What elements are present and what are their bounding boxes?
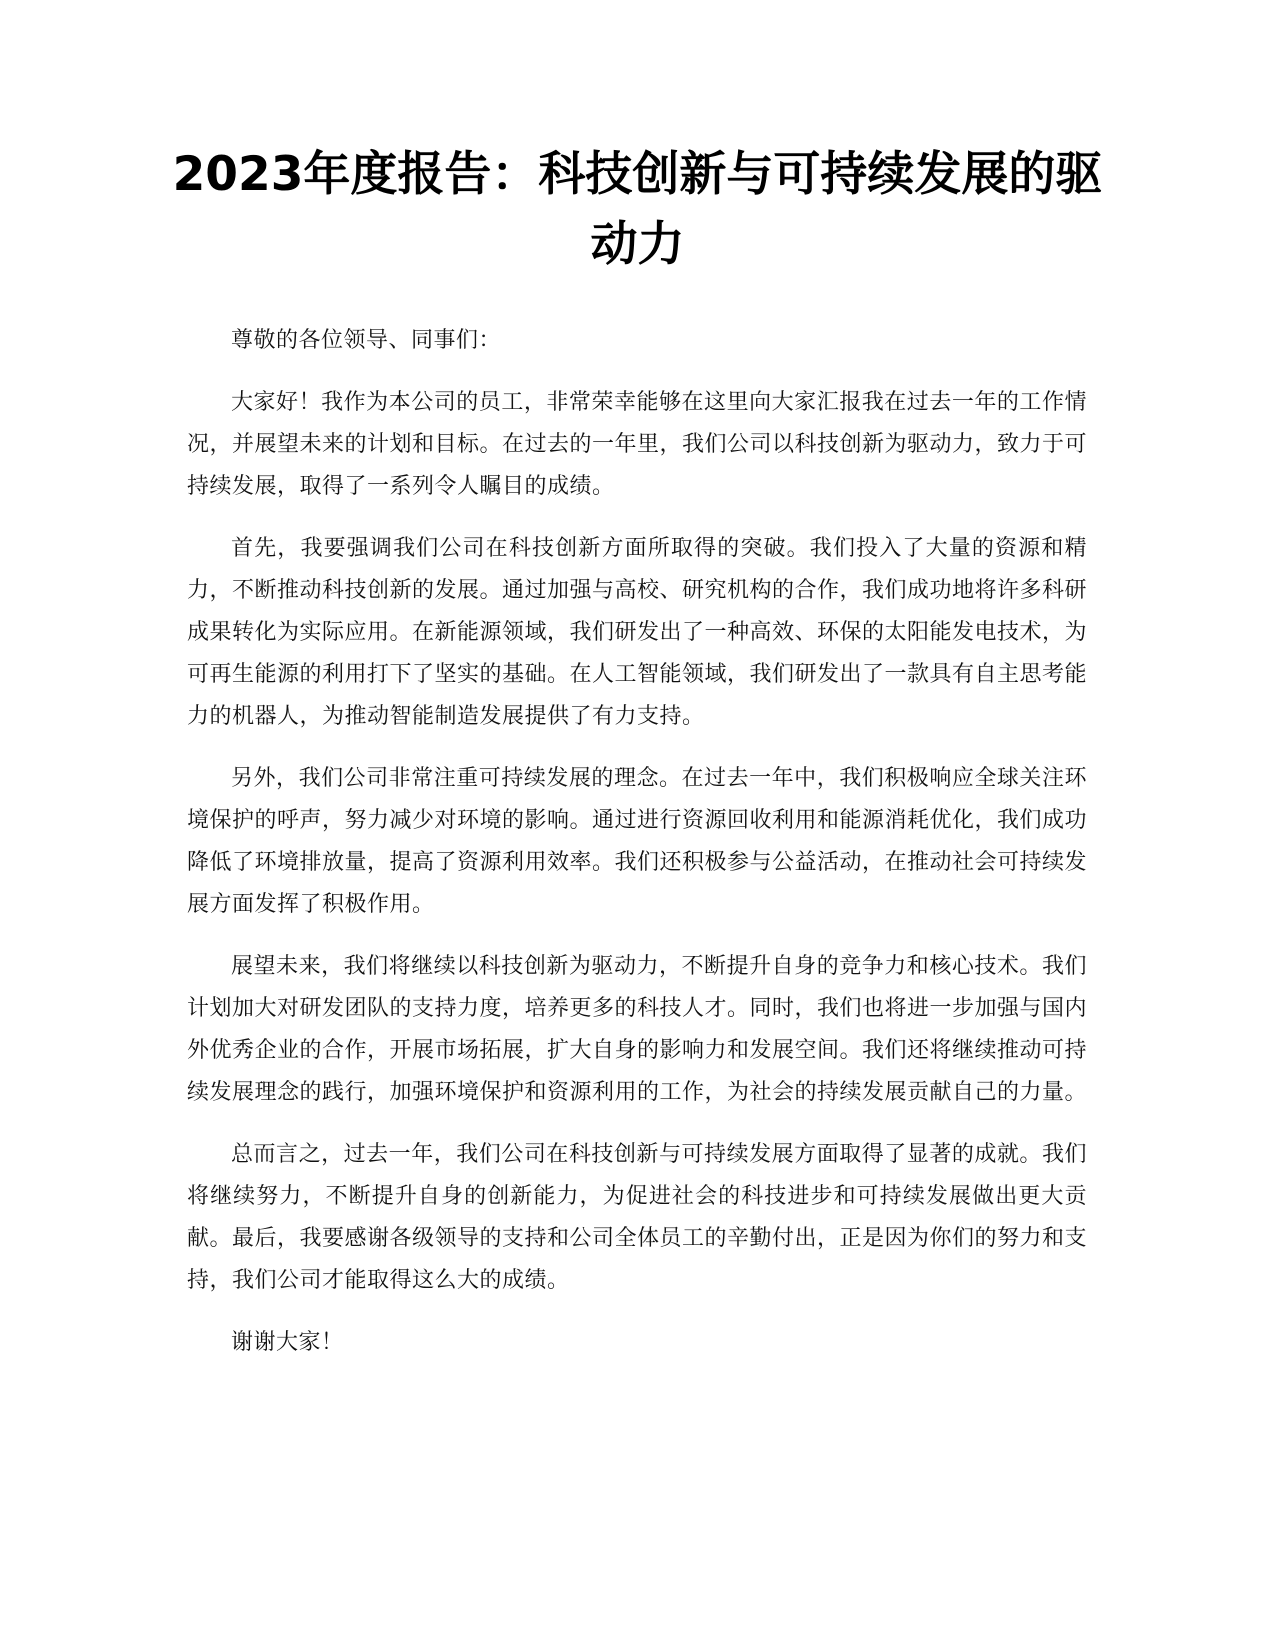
document-body (187, 320, 1087, 1384)
document-title: 2023年度报告：科技创新与可持续发展的驱动力 (172, 147, 1103, 272)
intro-paragraph: 大家好！我作为本公司的员工，非常荣幸能够在这里向大家汇报我在过去一年的工作情况，并展望未来的计划和目标。在过去的一年里，我们公司以科技创新为驱动力，致力于可持续发展，取得了一系列令人瞩目的成绩。 (187, 390, 1088, 499)
sustainability-paragraph: 另外，我们公司非常注重可持续发展的理念。在过去一年中，我们积极响应全球关注环境保护的呼声，努力减少对环境的影响。通过进行资源回收利用和能源消耗优化，我们成功降低了环境排放量，提高了资源利用效率。我们还积极参与公益活动，在推动社会可持续发展方面发挥了积极作用。 (187, 766, 1088, 917)
innovation-paragraph: 首先，我要强调我们公司在科技创新方面所取得的突破。我们投入了大量的资源和精力，不断推动科技创新的发展。通过加强与高校、研究机构的合作，我们成功地将许多科研成果转化为实际应用。在新能源领域，我们研发出了一种高效、环保的太阳能发电技术，为可再生能源的利用打下了坚实的基础。在人工智能领域，我们研发出了一款具有自主思考能力的机器人，为推动智能制造发展提供了有力支持。 (187, 536, 1088, 729)
closing-paragraph: 谢谢大家！ (231, 1330, 344, 1355)
outlook-paragraph: 展望未来，我们将继续以科技创新为驱动力，不断提升自身的竞争力和核心技术。我们计划加大对研发团队的支持力度，培养更多的科技人才。同时，我们也将进一步加强与国内外优秀企业的合作，开展市场拓展，扩大自身的影响力和发展空间。我们还将继续推动可持续发展理念的践行，加强环境保护和资源利用的工作，为社会的持续发展贡献自己的力量。 (187, 954, 1088, 1105)
salutation-paragraph: 尊敬的各位领导、同事们： (231, 328, 502, 353)
summary-paragraph: 总而言之，过去一年，我们公司在科技创新与可持续发展方面取得了显著的成就。我们将继续努力，不断提升自身的创新能力，为促进社会的科技进步和可持续发展做出更大贡献。最后，我要感谢各级领导的支持和公司全体员工的辛勤付出，正是因为你们的努力和支持，我们公司才能取得这么大的成绩。 (187, 1142, 1088, 1293)
